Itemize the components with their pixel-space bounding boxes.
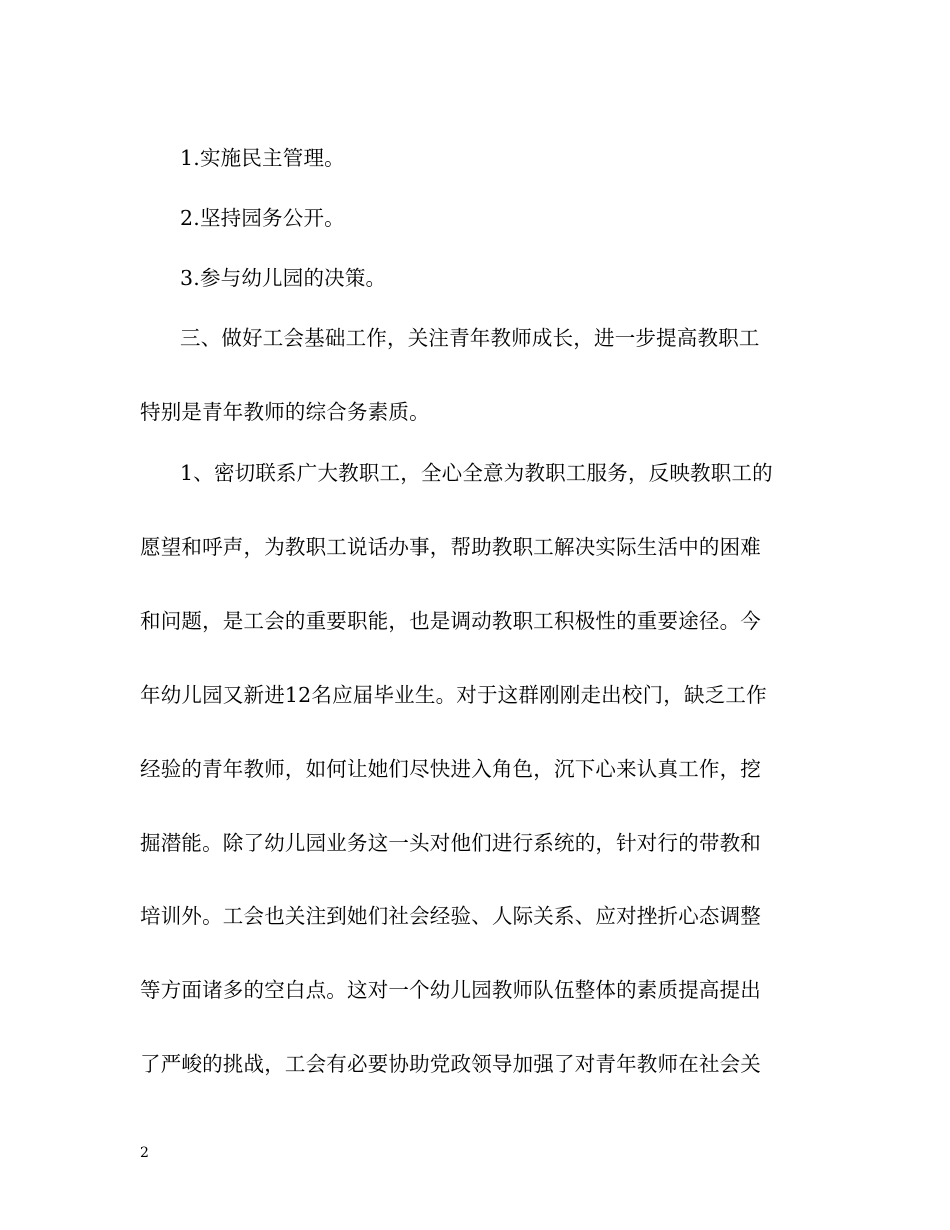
paragraph-line: 了严峻的挑战，工会有必要协助党政领导加强了对青年教师在社会关	[140, 1052, 761, 1076]
paragraph-line: 等方面诸多的空白点。这对一个幼儿园教师队伍整体的素质提高提出	[140, 978, 761, 1002]
section-heading-line-2: 特别是青年教师的综合务素质。	[140, 400, 430, 424]
list-item-1: 1.实施民主管理。	[180, 146, 345, 170]
section-heading-line-1: 三、做好工会基础工作，关注青年教师成长，进一步提高教职工	[180, 326, 760, 350]
paragraph-line: 年幼儿园又新进12名应届毕业生。对于这群刚刚走出校门，缺乏工作	[140, 683, 767, 707]
paragraph-line: 经验的青年教师，如何让她们尽快进入角色，沉下心来认真工作，挖	[140, 757, 761, 781]
paragraph-line: 1、密切联系广大教职工，全心全意为教职工服务，反映教职工的	[180, 461, 773, 485]
page-number: 2	[140, 1145, 149, 1161]
paragraph-line: 培训外。工会也关注到她们社会经验、人际关系、应对挫折心态调整	[140, 904, 761, 928]
paragraph-line: 和问题，是工会的重要职能，也是调动教职工积极性的重要途径。今	[140, 609, 761, 633]
list-item-2: 2.坚持园务公开。	[180, 206, 345, 230]
list-item-3: 3.参与幼儿园的决策。	[180, 266, 387, 290]
paragraph-line: 掘潜能。除了幼儿园业务这一头对他们进行系统的，针对行的带教和	[140, 831, 761, 855]
paragraph-line: 愿望和呼声，为教职工说话办事，帮助教职工解决实际生活中的困难	[140, 535, 761, 559]
